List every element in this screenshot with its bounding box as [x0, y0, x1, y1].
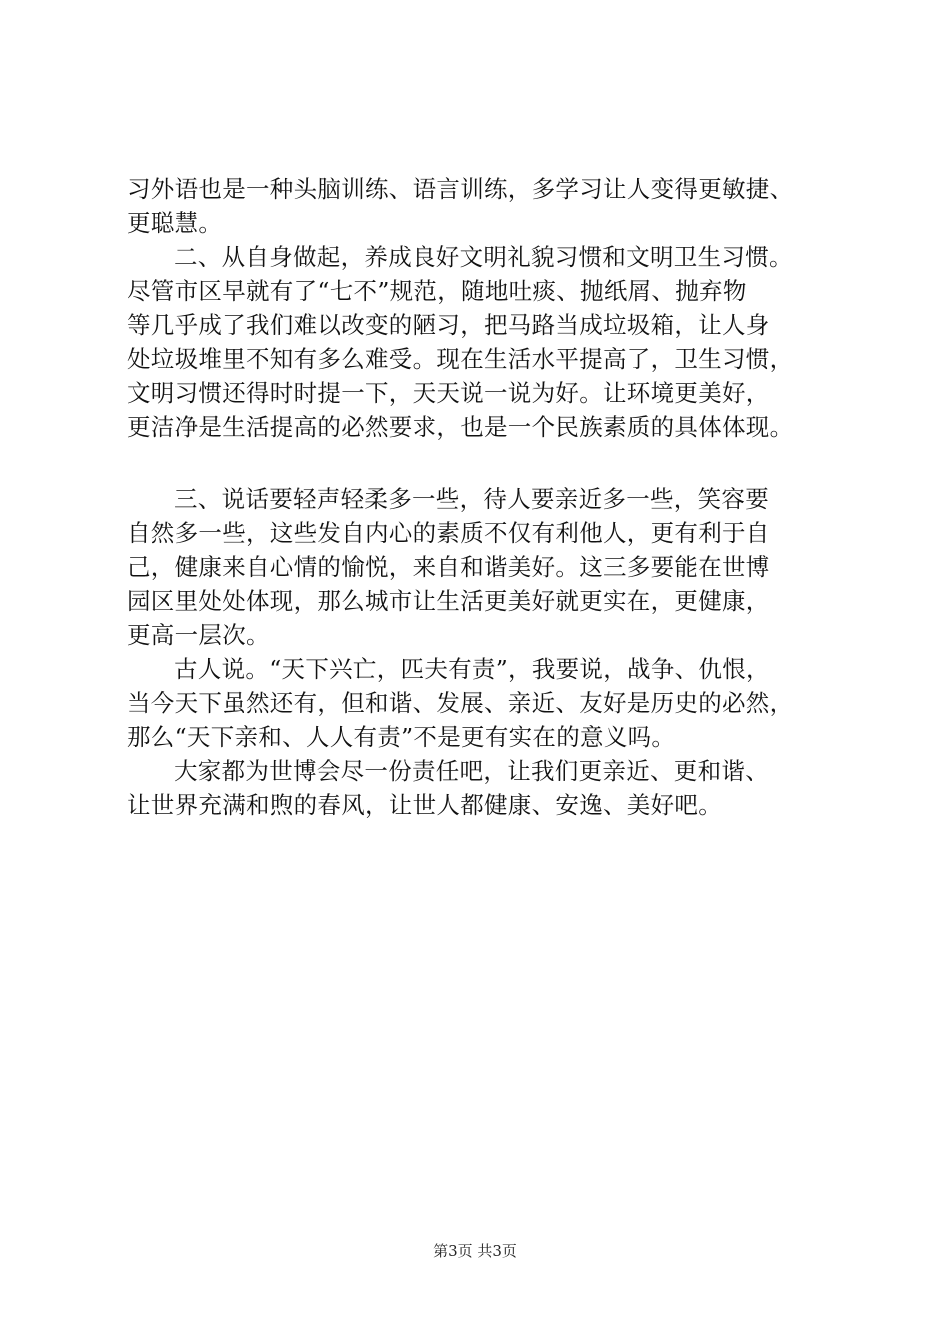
- paragraph-3-line-3: 己，健康来自心情的愉悦，来自和谐美好。这三多要能在世博: [127, 553, 770, 581]
- paragraph-3-line-5: 更高一层次。: [127, 621, 270, 649]
- paragraph-5-line-1: 大家都为世博会尽一份责任吧，让我们更亲近、更和谐、: [174, 757, 769, 785]
- paragraph-4-line-1: 古人说。“天下兴亡，匹夫有责”，我要说，战争、仇恨，: [174, 655, 770, 683]
- paragraph-4-line-3: 那么“天下亲和、人人有责”不是更有实在的意义吗。: [127, 723, 676, 751]
- paragraph-spacer: [127, 444, 847, 482]
- paragraph-2-line-6: 更洁净是生活提高的必然要求，也是一个民族素质的具体体现。: [127, 413, 794, 441]
- paragraph-2-line-1: 二、从自身做起，养成良好文明礼貌习惯和文明卫生习惯。: [174, 243, 793, 271]
- paragraph-2-line-2: 尽管市区早就有了“七不”规范，随地吐痰、抛纸屑、抛弃物: [127, 277, 747, 305]
- page-number-footer: 第3页 共3页: [433, 1242, 517, 1260]
- paragraph-4-line-2: 当今天下虽然还有，但和谐、发展、亲近、友好是历史的必然，: [127, 689, 794, 717]
- document-body: [127, 172, 847, 822]
- paragraph-2-line-5: 文明习惯还得时时提一下，天天说一说为好。让环境更美好，: [127, 379, 770, 407]
- paragraph-2-line-3: 等几乎成了我们难以改变的陋习，把马路当成垃圾箱，让人身: [127, 311, 770, 339]
- paragraph-1-line-2: 更聪慧。: [127, 209, 223, 237]
- paragraph-3-line-1: 三、说话要轻声轻柔多一些，待人要亲近多一些，笑容要: [174, 485, 769, 513]
- paragraph-3-line-2: 自然多一些，这些发自内心的素质不仅有利他人，更有利于自: [127, 519, 770, 547]
- paragraph-1-line-1: 习外语也是一种头脑训练、语言训练，多学习让人变得更敏捷、: [127, 175, 794, 203]
- paragraph-5-line-2: 让世界充满和煦的春风，让世人都健康、安逸、美好吧。: [127, 791, 722, 819]
- paragraph-2-line-4: 处垃圾堆里不知有多么难受。现在生活水平提高了，卫生习惯，: [127, 345, 794, 373]
- paragraph-3-line-4: 园区里处处体现，那么城市让生活更美好就更实在，更健康，: [127, 587, 770, 615]
